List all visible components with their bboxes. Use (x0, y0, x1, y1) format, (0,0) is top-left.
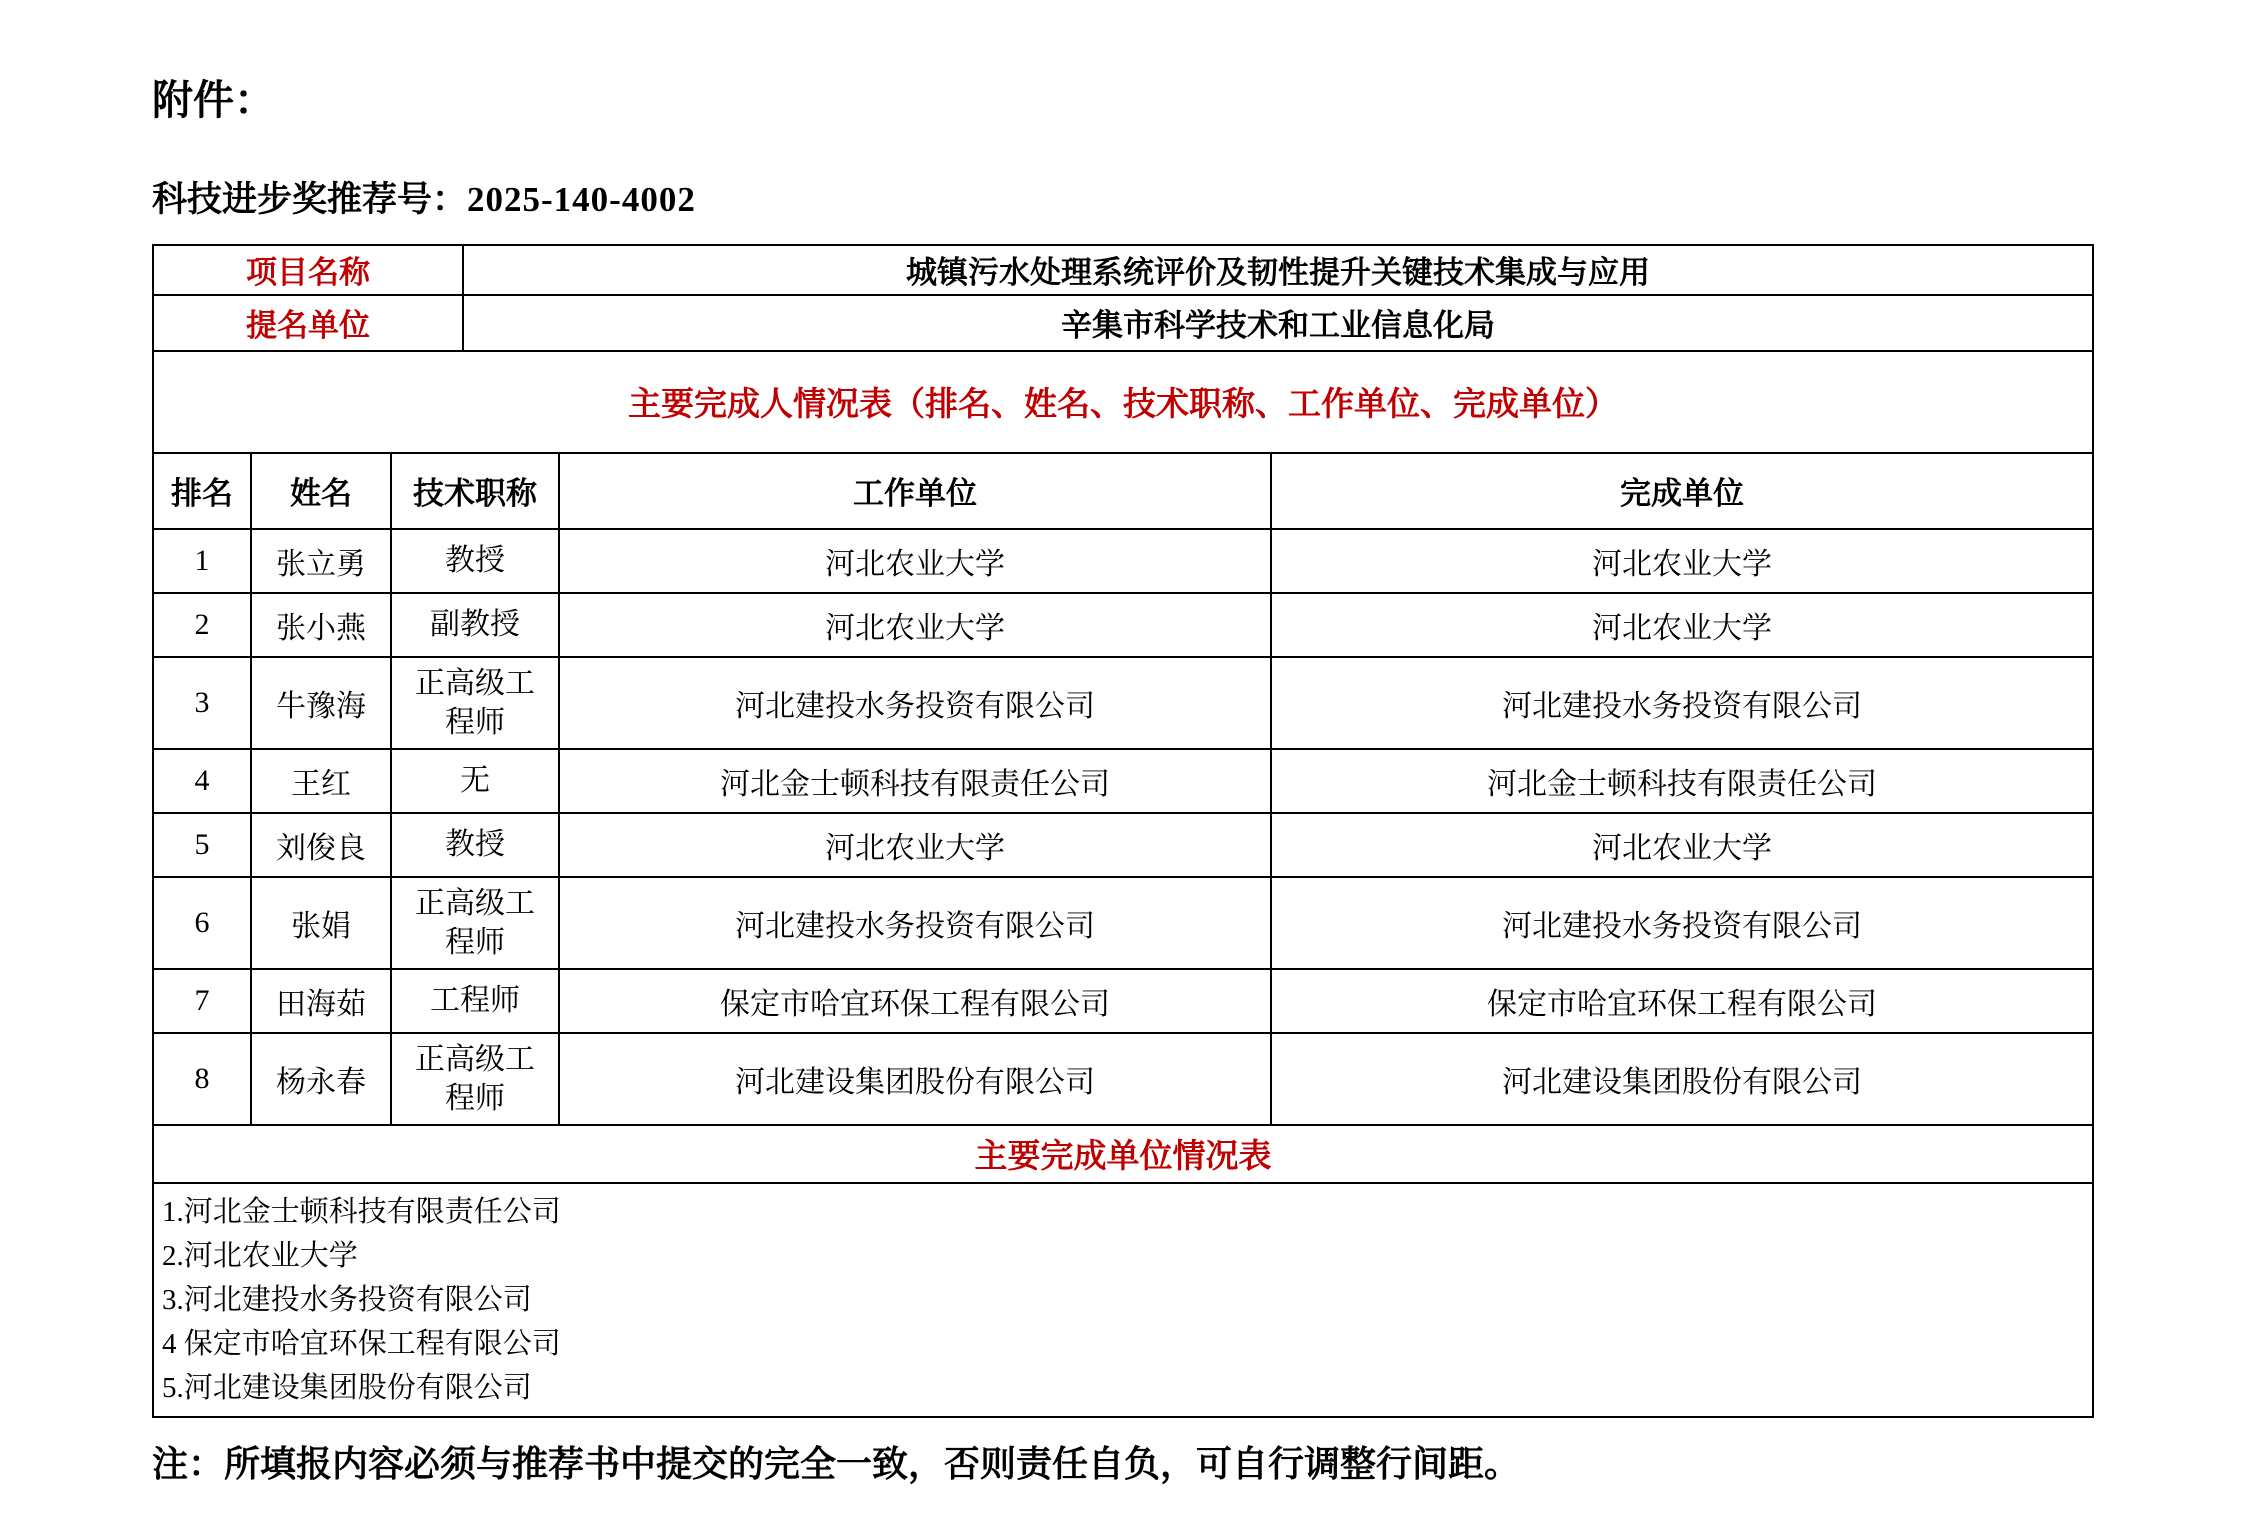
nominating-unit-label: 提名单位 (153, 295, 463, 351)
unit-item: 5.河北建设集团股份有限公司 (162, 1371, 532, 1404)
unit-item: 1.河北金士顿科技有限责任公司 (162, 1195, 561, 1228)
units-list (153, 1183, 2093, 1417)
job-title-cell: 正高级工程师 (391, 1033, 559, 1125)
work-unit-cell: 保定市哈宜环保工程有限公司 (559, 969, 1271, 1033)
completion-unit-cell: 河北农业大学 (1271, 593, 2093, 657)
units-title-row (153, 1125, 2093, 1183)
work-unit-cell: 河北农业大学 (559, 593, 1271, 657)
column-header-work-unit: 工作单位 (559, 453, 1271, 529)
rank-cell: 5 (153, 813, 251, 877)
job-title-cell: 副教授 (391, 593, 559, 657)
name-cell: 刘俊良 (251, 813, 391, 877)
work-unit-cell: 河北农业大学 (559, 813, 1271, 877)
completion-unit-cell: 河北建设集团股份有限公司 (1271, 1033, 2093, 1125)
project-info-table (152, 244, 2094, 454)
rank-cell: 6 (153, 877, 251, 969)
job-title-cell: 正高级工程师 (391, 657, 559, 749)
units-list-row (153, 1183, 2093, 1417)
project-name-value: 城镇污水处理系统评价及韧性提升关键技术集成与应用 (463, 245, 2093, 295)
table-row (153, 1033, 2093, 1125)
units-table-title: 主要完成单位情况表 (153, 1125, 2093, 1183)
job-title-cell: 正高级工程师 (391, 877, 559, 969)
rank-cell: 4 (153, 749, 251, 813)
completion-unit-cell: 河北农业大学 (1271, 813, 2093, 877)
table-row (153, 877, 2093, 969)
info-row-project-name (153, 245, 2093, 295)
name-cell: 张娟 (251, 877, 391, 969)
name-cell: 张小燕 (251, 593, 391, 657)
job-title-cell: 工程师 (391, 969, 559, 1033)
completion-unit-cell: 河北建投水务投资有限公司 (1271, 657, 2093, 749)
unit-item: 3.河北建投水务投资有限公司 (162, 1283, 532, 1316)
completion-unit-cell: 河北金士顿科技有限责任公司 (1271, 749, 2093, 813)
table-row (153, 593, 2093, 657)
column-header-name: 姓名 (251, 453, 391, 529)
job-title-cell: 教授 (391, 529, 559, 593)
work-unit-cell: 河北农业大学 (559, 529, 1271, 593)
job-title-cell: 教授 (391, 813, 559, 877)
job-title-cell: 无 (391, 749, 559, 813)
recommendation-label: 科技进步奖推荐号： (152, 180, 468, 220)
recommendation-number: 2025-140-4002 (467, 180, 696, 220)
recommendation-number-line (152, 181, 2245, 220)
table-row (153, 657, 2093, 749)
table-row (153, 969, 2093, 1033)
nominating-unit-value: 辛集市科学技术和工业信息化局 (463, 295, 2093, 351)
table-row (153, 529, 2093, 593)
rank-cell: 1 (153, 529, 251, 593)
rank-cell: 3 (153, 657, 251, 749)
table-row (153, 749, 2093, 813)
name-cell: 牛豫海 (251, 657, 391, 749)
completers-table (152, 452, 2094, 1418)
completion-unit-cell: 河北建投水务投资有限公司 (1271, 877, 2093, 969)
completers-table-title: 主要完成人情况表（排名、姓名、技术职称、工作单位、完成单位） (153, 351, 2093, 453)
completers-title-row (153, 351, 2093, 453)
rank-cell: 7 (153, 969, 251, 1033)
name-cell: 杨永春 (251, 1033, 391, 1125)
name-cell: 张立勇 (251, 529, 391, 593)
completion-unit-cell: 河北农业大学 (1271, 529, 2093, 593)
info-row-nominating-unit (153, 295, 2093, 351)
unit-item: 2.河北农业大学 (162, 1239, 358, 1272)
work-unit-cell: 河北金士顿科技有限责任公司 (559, 749, 1271, 813)
column-header-rank: 排名 (153, 453, 251, 529)
footer-note: 注：所填报内容必须与推荐书中提交的完全一致，否则责任自负，可自行调整行间距。 (152, 1443, 1521, 1484)
completers-header-row (153, 453, 2093, 529)
table-row (153, 813, 2093, 877)
completion-unit-cell: 保定市哈宜环保工程有限公司 (1271, 969, 2093, 1033)
column-header-job-title: 技术职称 (391, 453, 559, 529)
project-name-label: 项目名称 (153, 245, 463, 295)
work-unit-cell: 河北建设集团股份有限公司 (559, 1033, 1271, 1125)
work-unit-cell: 河北建投水务投资有限公司 (559, 657, 1271, 749)
unit-item: 4 保定市哈宜环保工程有限公司 (162, 1327, 561, 1360)
column-header-completion-unit: 完成单位 (1271, 453, 2093, 529)
name-cell: 王红 (251, 749, 391, 813)
name-cell: 田海茹 (251, 969, 391, 1033)
work-unit-cell: 河北建投水务投资有限公司 (559, 877, 1271, 969)
rank-cell: 8 (153, 1033, 251, 1125)
attachment-label: 附件： (152, 77, 275, 123)
rank-cell: 2 (153, 593, 251, 657)
